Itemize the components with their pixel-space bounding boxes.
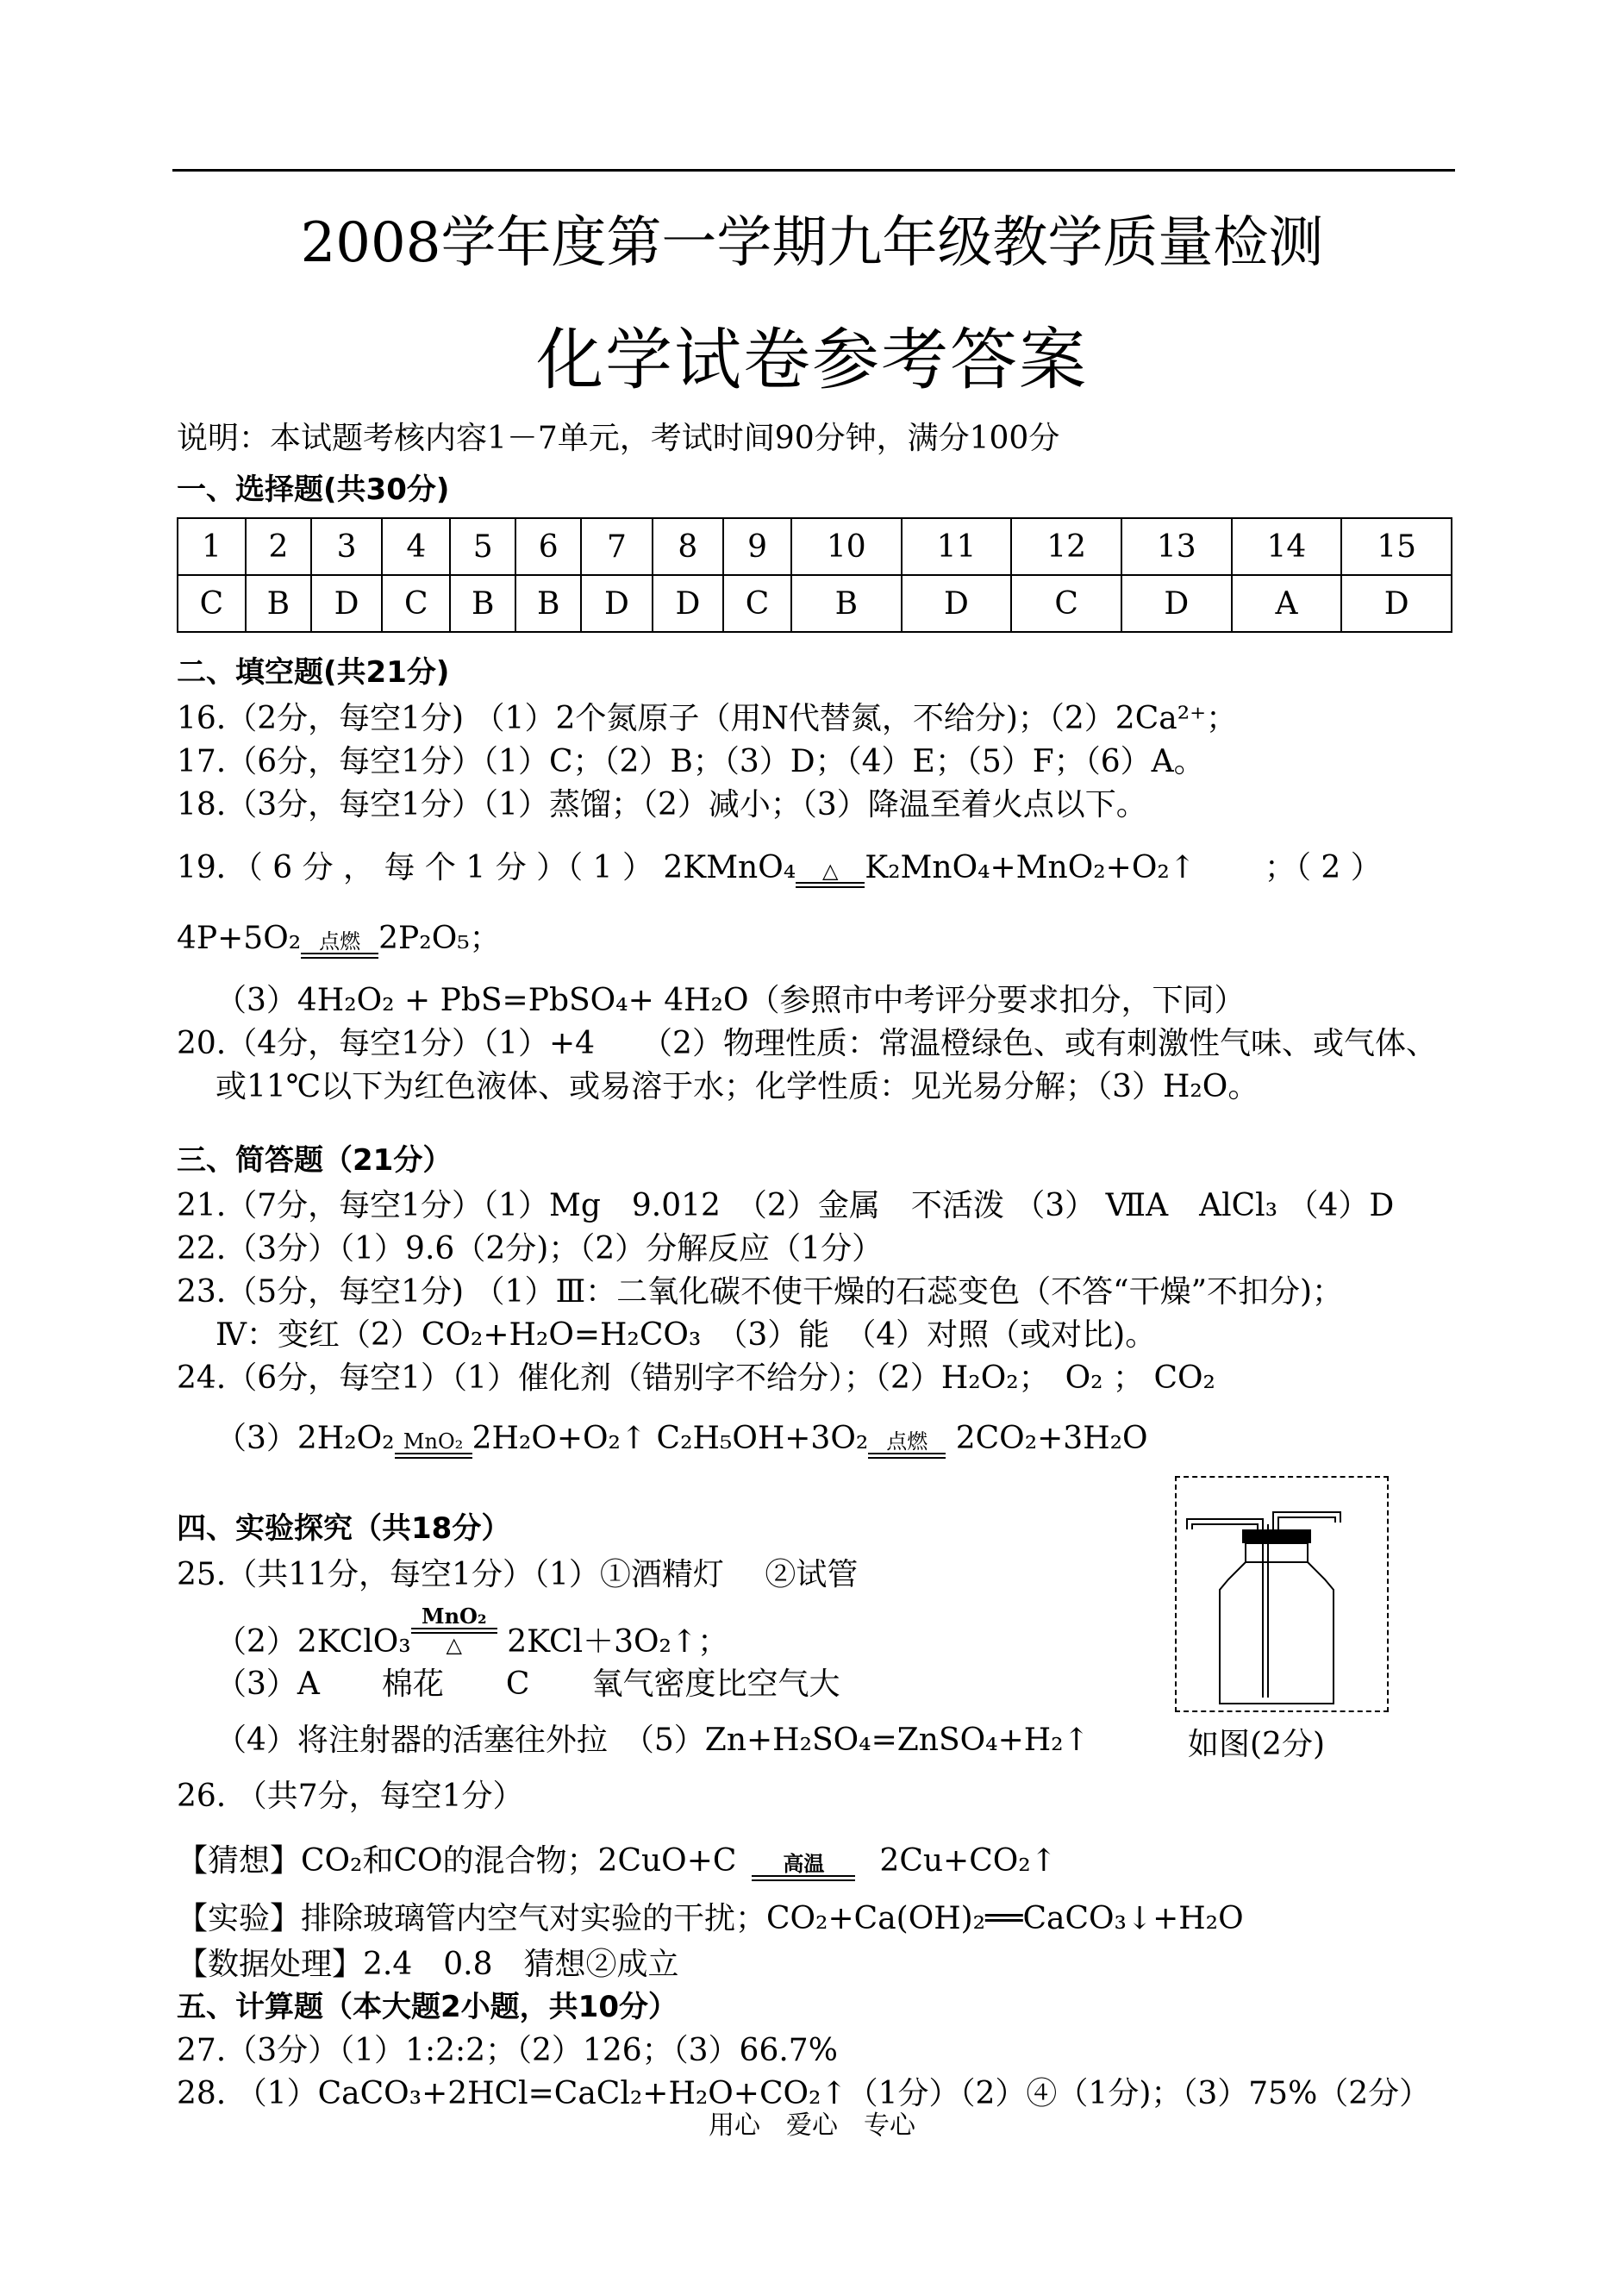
answer-24-product: 2CO₂+3H₂O <box>946 1421 1148 1456</box>
table-row-answers <box>178 575 1452 632</box>
section-fill: 二、填空题(共21分) <box>177 655 450 690</box>
table-cell: 9 <box>723 518 791 575</box>
table-cell: 1 <box>178 518 246 575</box>
table-cell: D <box>1121 575 1232 632</box>
answer-23-line1: 23.（5分，每空1分) （1）Ⅲ：二氧化碳不使干燥的石蕊变色（不答“干燥”不扣分)； <box>177 1274 1344 1310</box>
choice-answer-table <box>177 517 1452 633</box>
answer-25-reactant: （2）2KClO₃ <box>215 1624 411 1660</box>
reaction-condition <box>411 1605 497 1656</box>
reaction-condition <box>796 860 865 888</box>
table-cell: D <box>581 575 652 632</box>
table-cell: B <box>246 575 311 632</box>
table-cell: 3 <box>311 518 382 575</box>
table-cell: 15 <box>1341 518 1452 575</box>
table-cell: 14 <box>1232 518 1342 575</box>
condition-ignite: 点燃 <box>319 929 361 954</box>
section-choice: 一、选择题(共30分) <box>177 472 450 507</box>
answer-28: 28. （1）CaCO₃+2HCl=CaCl₂+H₂O+CO₂↑（1分）（2）④（1分)；（3）75%（2分） <box>177 2076 1431 2111</box>
answer-19-line3: （3）4H₂O₂ + PbS=PbSO₄+ 4H₂O（参照市中考评分要求扣分，下同） <box>215 983 1246 1018</box>
answer-19-product: 2P₂O₅； <box>378 921 501 956</box>
section-short: 三、简答题（21分） <box>177 1143 453 1178</box>
answer-26-line4: 【数据处理】2.4 0.8 猜想②成立 <box>177 1947 679 1982</box>
condition-high-temp: 高温 <box>783 1851 825 1876</box>
answer-26-line3: 【实验】排除玻璃管内空气对实验的干扰；CO₂+Ca(OH)₂══CaCO₃↓+H₂O <box>177 1901 1244 1936</box>
answer-19-line1 <box>177 843 1382 888</box>
table-cell: 13 <box>1121 518 1232 575</box>
table-cell: 12 <box>1011 518 1121 575</box>
table-cell: 8 <box>653 518 723 575</box>
top-rule <box>172 169 1455 172</box>
answer-26-product: 2Cu+CO₂↑ <box>879 1843 1057 1879</box>
answer-22: 22.（3分）（1）9.6（2分)；（2）分解反应（1分） <box>177 1231 884 1266</box>
table-cell: 5 <box>450 518 515 575</box>
table-cell: 11 <box>902 518 1012 575</box>
answer-19-sep: ；（ 2 ） <box>1264 850 1382 885</box>
section-experiment: 四、实验探究（共18分） <box>177 1511 511 1546</box>
table-cell: D <box>653 575 723 632</box>
condition-catalyst: MnO₂ <box>403 1429 464 1454</box>
reaction-condition <box>395 1430 472 1459</box>
answer-18: 18.（3分，每空1分）（1）蒸馏；（2）减小；（3）降温至着火点以下。 <box>177 787 1147 822</box>
table-cell: C <box>1011 575 1121 632</box>
answer-19-reactants: 4P+5O₂ <box>177 921 302 956</box>
exam-note: 说明：本试题考核内容1－7单元，考试时间90分钟，满分100分 <box>177 421 1060 456</box>
answer-25-product: 2KCl＋3O₂↑； <box>497 1624 729 1660</box>
condition-catalyst: MnO₂ <box>422 1604 487 1629</box>
answer-20-line2: 或11℃以下为红色液体、或易溶于水；化学性质：见光易分解；（3）H₂O。 <box>215 1069 1259 1104</box>
answer-19-products: K₂MnO₄+MnO₂+O₂↑ <box>865 850 1196 885</box>
table-cell: C <box>382 575 450 632</box>
answer-27: 27.（3分）（1）1:2:2；（2）126；（3）66.7% <box>177 2033 838 2068</box>
table-cell: 4 <box>382 518 450 575</box>
section-calc: 五、计算题（本大题2小题，共10分） <box>177 1990 678 2024</box>
table-cell: D <box>311 575 382 632</box>
condition-heat: △ <box>446 1633 462 1657</box>
figure-caption: 如图(2分) <box>1188 1727 1325 1762</box>
table-cell: C <box>178 575 246 632</box>
table-cell: D <box>1341 575 1452 632</box>
condition-ignite: 点燃 <box>886 1429 928 1454</box>
answer-title: 化学试卷参考答案 <box>535 322 1088 399</box>
table-cell: B <box>450 575 515 632</box>
table-cell: B <box>515 575 581 632</box>
gas-bottle-icon <box>1177 1478 1387 1710</box>
answer-21: 21.（7分，每空1分）（1）Mg 9.012 （2）金属 不活泼 （3） ⅦA AlCl₃ （4）D <box>177 1188 1395 1223</box>
table-cell: 7 <box>581 518 652 575</box>
answer-16: 16.（2分，每空1分) （1）2个氮原子（用N代替氮，不给分)；（2）2Ca²⁺； <box>177 701 1238 736</box>
answer-24-line1: 24.（6分，每空1）（1）催化剂（错别字不给分）；（2）H₂O₂； O₂ ； CO₂ <box>177 1360 1215 1396</box>
answer-24-line2 <box>215 1414 1148 1459</box>
answer-23-line2: Ⅳ：变红（2）CO₂+H₂O=H₂CO₃ （3）能 （4）对照（或对比)。 <box>215 1317 1157 1353</box>
answer-25-line2 <box>215 1605 728 1661</box>
answer-26-line1: 26. （共7分，每空1分） <box>177 1779 524 1814</box>
answer-26-guess: 【猜想】CO₂和CO的混合物；2CuO+C <box>177 1843 737 1879</box>
reaction-condition <box>868 1430 946 1459</box>
table-cell: C <box>723 575 791 632</box>
answer-24-mid: 2H₂O+O₂↑ C₂H₅OH+3O₂ <box>472 1421 869 1456</box>
table-cell: 2 <box>246 518 311 575</box>
answer-24-reactant: （3）2H₂O₂ <box>215 1421 395 1456</box>
page-footer: 用心 爱心 专心 <box>709 2111 915 2141</box>
table-row-numbers <box>178 518 1452 575</box>
table-cell: B <box>791 575 902 632</box>
table-cell: D <box>902 575 1012 632</box>
table-cell: 6 <box>515 518 581 575</box>
answer-19-head: 19．（ 6 分 ， 每 个 1 分 ）（ 1 ） 2KMnO₄ <box>177 850 796 885</box>
answer-25-line3: （3）A 棉花 C 氧气密度比空气大 <box>215 1667 840 1702</box>
table-cell: A <box>1232 575 1342 632</box>
reaction-condition <box>752 1853 855 1881</box>
answer-25-line1: 25.（共11分，每空1分）（1）①酒精灯 ②试管 <box>177 1557 859 1592</box>
answer-25-line4: （4）将注射器的活塞往外拉 （5）Zn+H₂SO₄=ZnSO₄+H₂↑ <box>215 1723 1090 1758</box>
answer-26-line2 <box>177 1836 1057 1881</box>
answer-20-line1: 20.（4分，每空1分）（1）+4 （2）物理性质：常温橙绿色、或有刺激性气味、或气体、 <box>177 1026 1437 1061</box>
gas-bottle-figure <box>1175 1476 1389 1712</box>
condition-heat: △ <box>821 859 839 883</box>
exam-title: 2008学年度第一学期九年级教学质量检测 <box>300 211 1324 275</box>
answer-17: 17.（6分，每空1分）（1）C；（2）B；（3）D；（4）E；（5）F；（6）A。 <box>177 744 1205 779</box>
table-cell: 10 <box>791 518 902 575</box>
reaction-condition <box>301 930 378 959</box>
answer-19-line2 <box>177 914 501 959</box>
